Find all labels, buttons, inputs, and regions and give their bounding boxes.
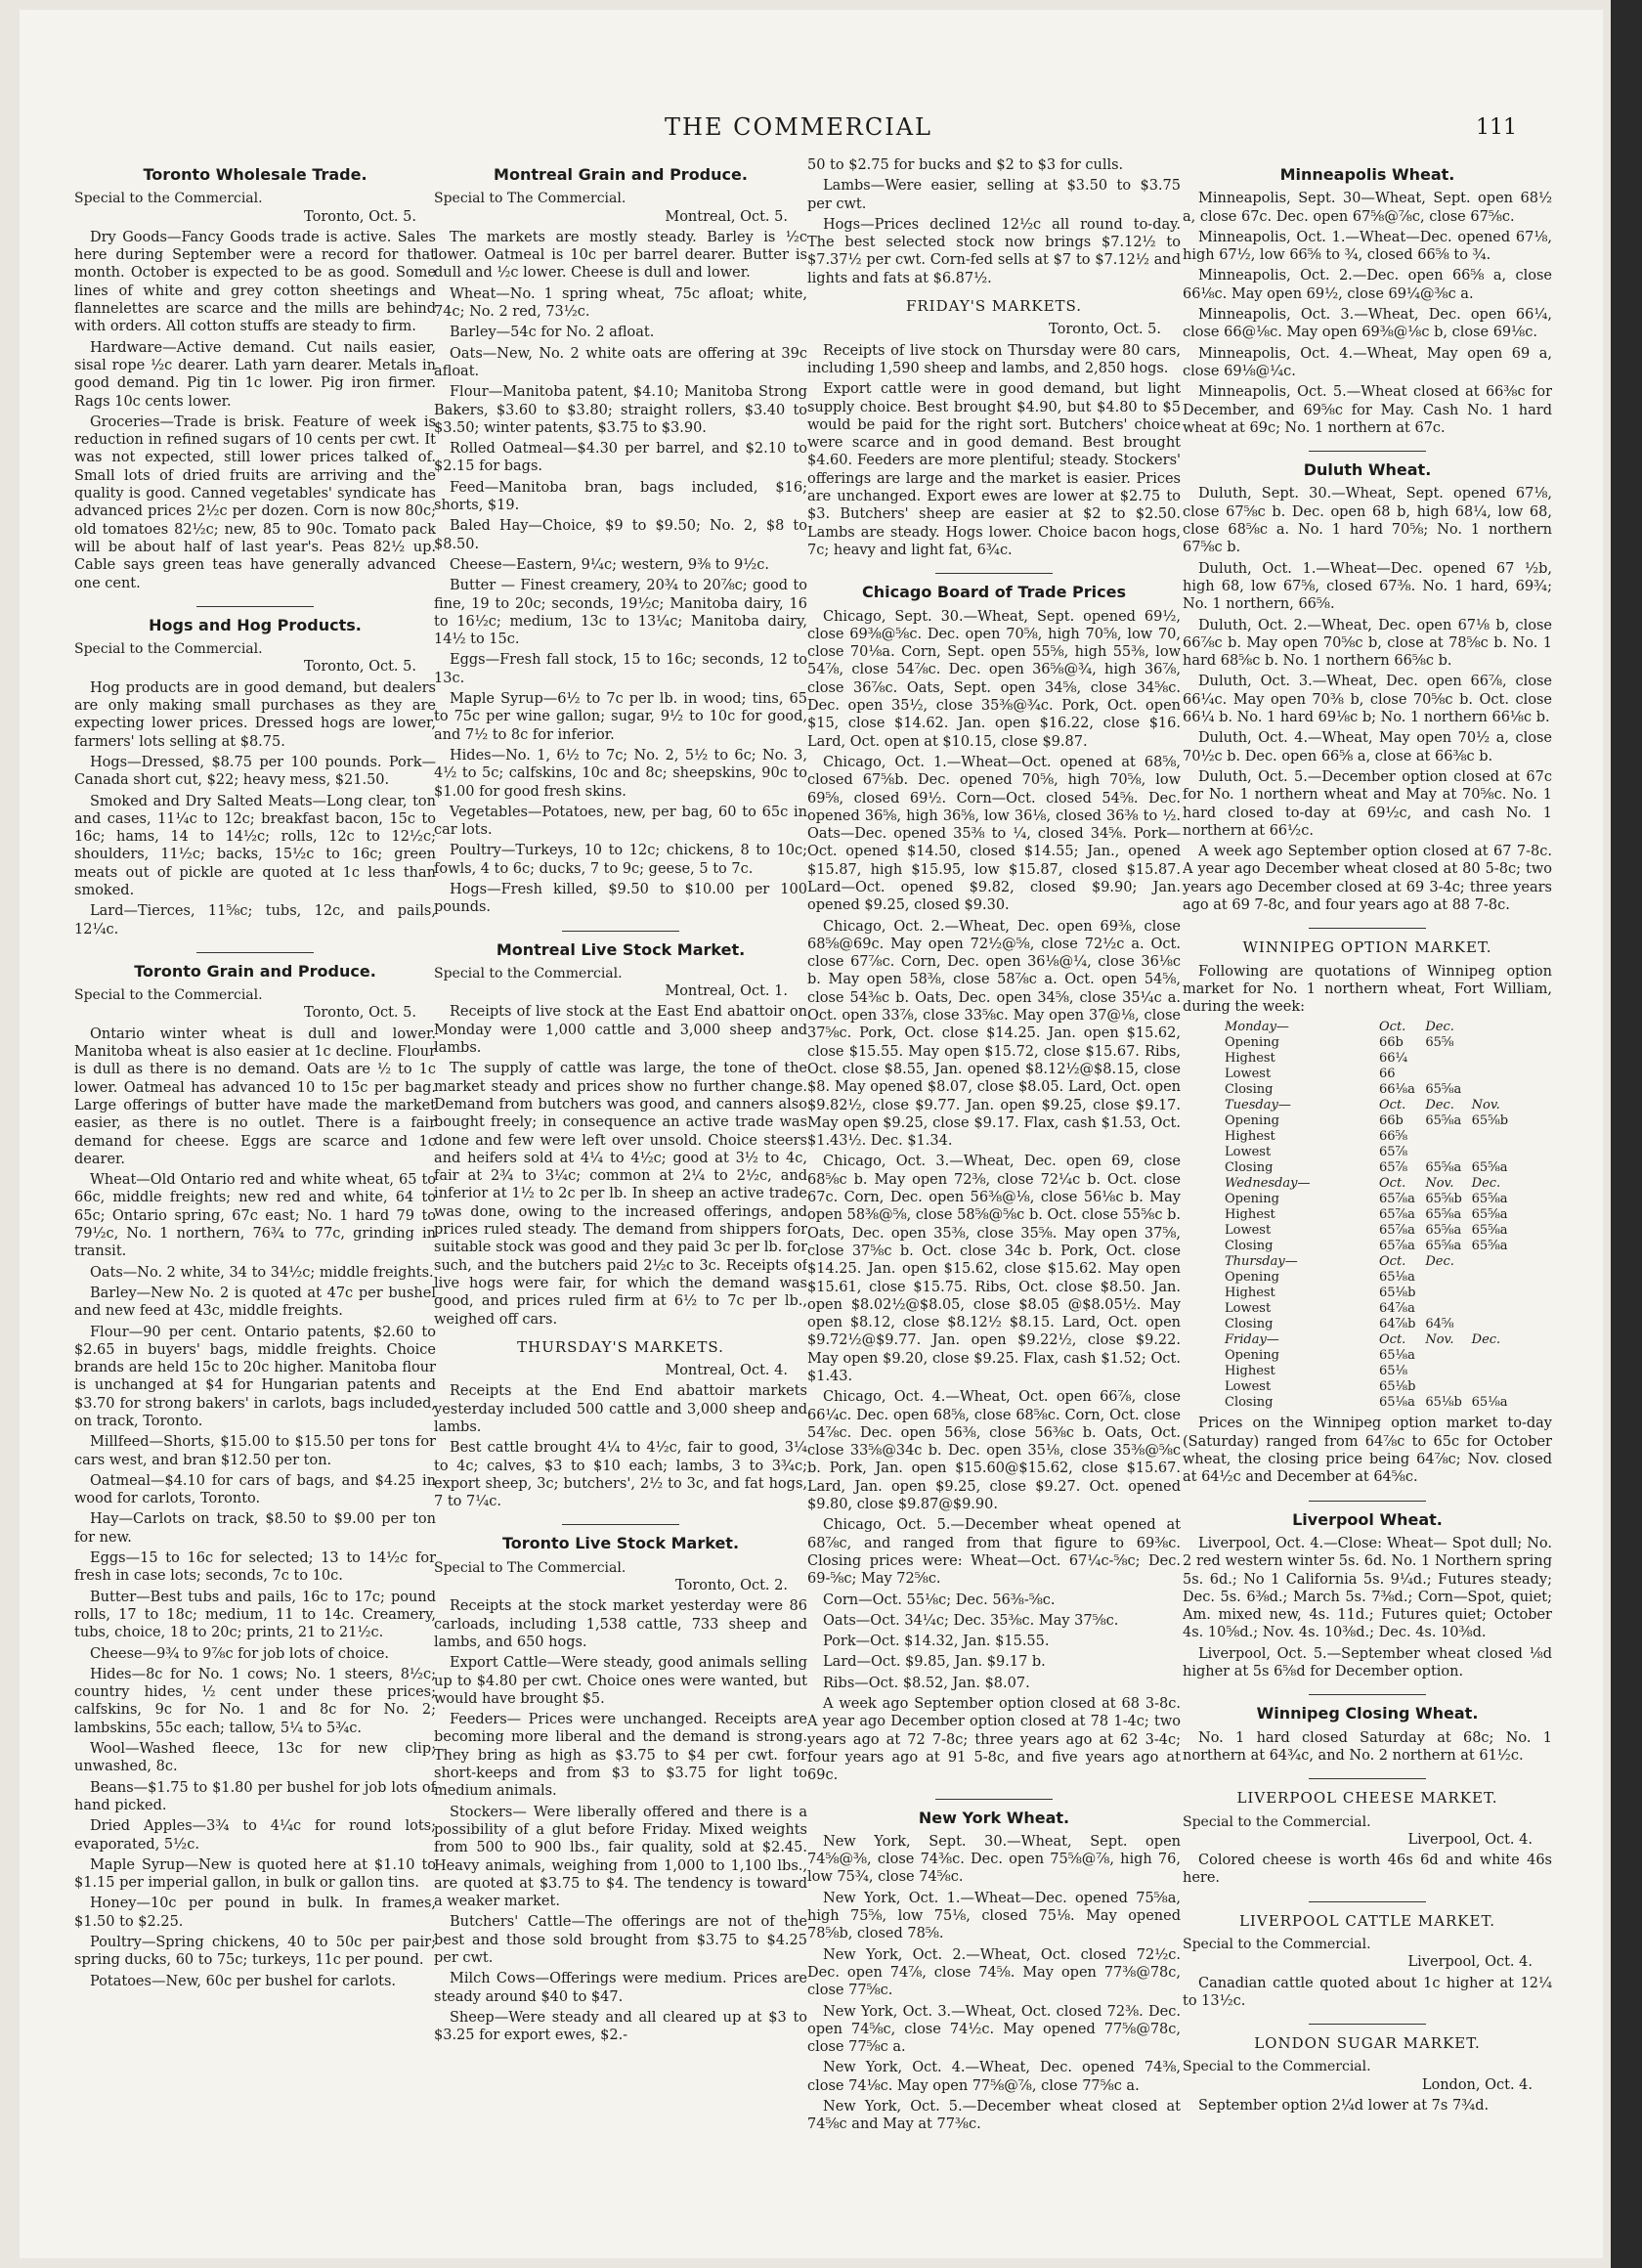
publication-title: THE COMMERCIAL bbox=[665, 113, 932, 141]
divider bbox=[1309, 2024, 1426, 2025]
article-new-york-wheat bbox=[807, 1810, 1181, 2134]
table-row: Closing 65⅞ 65⅝a 65⅝a bbox=[1225, 1160, 1508, 1176]
divider bbox=[935, 573, 1053, 574]
paragraph: Butchers' Cattle—The offerings are not of the best and those sold brought from $3.75 to $4.25 per cwt. bbox=[434, 1914, 807, 1967]
day-header-row: Wednesday— Oct. Nov. Dec. bbox=[1225, 1176, 1501, 1192]
article-title: LIVERPOOL CHEESE MARKET. bbox=[1236, 1789, 1498, 1808]
divider bbox=[1309, 928, 1426, 929]
paragraph: Minneapolis, Oct. 1.—Wheat—Dec. opened 67⅛, high 67½, low 66⅝ to ¾, closed 66⅝ to ¾. bbox=[1183, 229, 1552, 264]
masthead bbox=[20, 108, 1603, 147]
paragraph: Cheese—9¾ to 9⅞c for job lots of choice. bbox=[90, 1645, 390, 1662]
paragraph: Best cattle brought 4¼ to 4½c, fair to good, 3¼ to 4c; calves, $3 to $10 each; lambs, 3 to 3¾c; export sheep, 3c; butchers', 2½ to 3c, and fat hogs, 7 to 7¼c. bbox=[434, 1440, 807, 1510]
paragraph: Minneapolis, Oct. 3.—Wheat, Dec. open 66¼, close 66@⅛c. May open 69⅜@⅛c b, close 69⅛c. bbox=[1183, 307, 1552, 341]
table-row: Closing 65⅞a 65⅝a 65⅝a bbox=[1225, 1239, 1508, 1254]
paragraph: Chicago, Oct. 2.—Wheat, Dec. open 69⅜, close 68⅝@69c. May open 72½@⅝, close 72½c a. Oct. close 67⅞c. Corn, Dec. open 36⅛@¼, close 36⅛c b. May open 58⅜, close 58⅞c a. Oct. open 54⅝, close 54⅜c b. Oats, Dec. open 34⅝, close 35¼c a. Oct. open 33⅞, close 33⅝c. May open 37@⅛, close 37⅝c. Pork, Oct. close $14.25. Jan. open $15.62, close $15.55. May open $15.72, close $15.67. Ribs, Oct. close $8.55, Jan. opened $8.12½@$8.15, close $8. May opened $8.07, close $8.05. Lard, Oct. open $9.82½, close $9.77. Jan. open $9.25, close $9.17. May open $9.25, close $9.17. Flax, cash $1.53, Oct. $1.43½. Dec. $1.34. bbox=[807, 918, 1181, 1150]
paragraph: Butter — Finest creamery, 20¾ to 20⅞c; good to fine, 19 to 20c; seconds, 19½c; Manitoba dairy, 16 to 16½c; medium, 13c to 13¼c; Manitoba dairy, 14½ to 15c. bbox=[434, 578, 807, 648]
paragraph: Hides—8c for No. 1 cows; No. 1 steers, 8½c; country hides, ½ cent under these prices; calfskins, 9c for No. 1 and 8c for No. 2; lambskins, 55c each; tallow, 5¼ to 5¾c. bbox=[74, 1666, 436, 1736]
paragraph: Ribs—Oct. $8.52, Jan. $8.07. bbox=[823, 1675, 1030, 1691]
paragraph: New York, Oct. 2.—Wheat, Oct. closed 72½c. Dec. open 74⅞, close 74⅝. May open 77⅜@78c, close 77⅝c. bbox=[807, 1946, 1181, 1999]
paragraph: Barley—New No. 2 is quoted at 47c per bushel and new feed at 43c, middle freights. bbox=[74, 1285, 436, 1320]
table-row: Highest 65⅛ bbox=[1225, 1364, 1408, 1379]
paragraph: Export cattle were in good demand, but light supply choice. Best brought $4.90, but $4.80 to $5 would be paid for the right sort. Butchers' choice were scarce and in good demand. Best brought $4.60. Feeders are more plentiful; steady. Stockers' offerings are large and the market is easier. Prices are unchanged. Export ewes are lower at $2.75 to $3. Butchers' sheep are easier at $2 to $2.50. Lambs are steady. Hogs lower. Choice bacon hogs, 7c; heavy and light fat, 6¾c. bbox=[807, 381, 1181, 558]
table-row: Opening 65⅛a bbox=[1225, 1348, 1415, 1364]
article-liverpool-cattle bbox=[1183, 1912, 1552, 2010]
paragraph: Duluth, Oct. 3.—Wheat, Dec. open 66⅞, close 66¼c. May open 70⅜ b, close 70⅝c b. Oct. close 66¼ b. No. 1 hard 69⅛c b; No. 1 northern 66⅛c b. bbox=[1183, 674, 1552, 726]
column-1 bbox=[74, 156, 436, 2229]
paragraph: Receipts at the End End abattoir markets yesterday included 500 cattle and 3,000 sheep and lambs. bbox=[434, 1383, 807, 1435]
paragraph: Duluth, Sept. 30.—Wheat, Sept. opened 67⅛, close 67⅝c b. Dec. open 68 b, high 68¼, low 68, close 68⅝c a. No. 1 hard 70⅝; No. 1 northern 67⅝c b. bbox=[1183, 486, 1552, 556]
article-title: New York Wheat. bbox=[918, 1808, 1070, 1827]
special-line: Special to The Commercial. bbox=[434, 191, 627, 207]
dateline: Montreal, Oct. 5. bbox=[665, 208, 788, 225]
table-row: Opening 65⅞a 65⅝b 65⅝a bbox=[1225, 1192, 1508, 1207]
paragraph: Honey—10c per pound in bulk. In frames, $1.50 to $2.25. bbox=[74, 1896, 436, 1930]
divider bbox=[1309, 1901, 1426, 1902]
dateline: London, Oct. 4. bbox=[1421, 2076, 1533, 2093]
paragraph: Maple Syrup—New is quoted here at $1.10 to $1.15 per imperial gallon, in bulk or gallon tins. bbox=[74, 1856, 436, 1892]
paragraph: Lambs—Were easier, selling at $3.50 to $3.75 per cwt. bbox=[807, 178, 1181, 212]
dateline: Liverpool, Oct. 4. bbox=[1407, 1831, 1533, 1848]
dateline: Montreal, Oct. 4. bbox=[665, 1363, 788, 1379]
article-toronto-wholesale bbox=[74, 166, 436, 592]
paragraph: Oats—No. 2 white, 34 to 34½c; middle freights. bbox=[90, 1264, 434, 1281]
paragraph: Potatoes—New, 60c per bushel for carlots. bbox=[90, 1973, 397, 1989]
divider bbox=[1309, 1778, 1426, 1779]
article-hogs bbox=[74, 617, 436, 938]
paragraph: Lard—Tierces, 11⅝c; tubs, 12c, and pails, 12¼c. bbox=[74, 903, 436, 938]
article-friday-markets bbox=[807, 297, 1181, 559]
table-row: Closing 64⅞b 64⅝ bbox=[1225, 1317, 1454, 1332]
table-row: Lowest 65⅛b bbox=[1225, 1379, 1416, 1395]
paragraph: Colored cheese is worth 46s 6d and white 46s here. bbox=[1183, 1853, 1552, 1887]
paragraph: Lard—Oct. $9.85, Jan. $9.17 b. bbox=[823, 1654, 1046, 1671]
day-header-row: Thursday— Oct. Dec. bbox=[1225, 1254, 1454, 1270]
dateline: Liverpool, Oct. 4. bbox=[1407, 1954, 1533, 1971]
special-line: Special to The Commercial. bbox=[434, 1559, 627, 1576]
article-continued bbox=[807, 156, 1181, 287]
special-line: Special to the Commercial. bbox=[1183, 1937, 1371, 1952]
paragraph: Canadian cattle quoted about 1c higher at 12¼ to 13½c. bbox=[1183, 1975, 1552, 2009]
day-header-row: Monday— Oct. Dec. bbox=[1225, 1020, 1454, 1035]
paragraph: Wool—Washed fleece, 13c for new clip; unwashed, 8c. bbox=[74, 1741, 436, 1775]
paragraph: Hardware—Active demand. Cut nails easier, sisal rope ½c dearer. Lath yarn dearer. Metals in good demand. Pig tin 1c lower. Pig iron firmer. Rags 10c cents lower. bbox=[74, 339, 436, 410]
divider bbox=[1309, 451, 1426, 452]
paragraph: Cheese—Eastern, 9¼c; western, 9⅜ to 9½c. bbox=[450, 556, 769, 573]
divider bbox=[562, 931, 679, 932]
special-line: Special to the Commercial. bbox=[74, 641, 263, 658]
table-row: Lowest 66 bbox=[1225, 1067, 1396, 1082]
paragraph: Chicago, Oct. 4.—Wheat, Oct. open 66⅞, close 66¼c. Dec. open 68⅝, close 68⅝c. Corn, Oct. close 54⅞c. Dec. open 56⅜, close 56⅜c b. Oats, Oct. close 33⅝@34c b. Dec. open 35⅛, close 35⅜@⅝c b. Pork, Jan. open $15.60@$15.62, close $15.67. Lard, Jan. open $9.25, close $9.27. Oct. opened $9.80, close $9.87@$9.90. bbox=[807, 1389, 1181, 1513]
paragraph: Hogs—Dressed, $8.75 per 100 pounds. Pork—Canada short cut, $22; heavy mess, $21.50. bbox=[74, 754, 436, 789]
paragraph: Dry Goods—Fancy Goods trade is active. Sales here during September were a record for that month. October is expected to be as good. Some lines of white and grey cotton sheetings and flannelettes are scarce and the mills are behind with orders. All cotton stuffs are steady to firm. bbox=[74, 229, 436, 335]
page-number: 111 bbox=[1476, 115, 1517, 140]
article-title: WINNIPEG OPTION MARKET. bbox=[1242, 938, 1492, 957]
special-line: Special to the Commercial. bbox=[1183, 2059, 1371, 2075]
dateline: Toronto, Oct. 5. bbox=[304, 208, 416, 225]
article-title: Winnipeg Closing Wheat. bbox=[1256, 1704, 1479, 1723]
paragraph: Hog products are in good demand, but dealers are only making small purchases as they are expecting lower prices. Dressed hogs are lower, farmers' lots selling at $8.75. bbox=[74, 679, 436, 750]
table-row: Lowest 65⅞a 65⅝a 65⅝a bbox=[1225, 1223, 1508, 1239]
table-row: Closing 66⅛a 65⅝a bbox=[1225, 1082, 1462, 1098]
paragraph: Duluth, Oct. 5.—December option closed at 67c for No. 1 northern wheat and May at 70⅝c. No. 1 hard closed to-day at 69½c, and cash No. 1 northern at 66½c. bbox=[1183, 768, 1552, 839]
table-row: Opening 66b 65⅝a 65⅝b bbox=[1225, 1113, 1509, 1129]
paragraph: Butter—Best tubs and pails, 16c to 17c; pound rolls, 17 to 18c; medium, 11 to 14c. Creamery, tubs, choice, 18 to 20c; prints, 21 to 21½c. bbox=[74, 1589, 436, 1641]
paragraph: Minneapolis, Oct. 2.—Dec. open 66⅝ a, close 66⅛c. May open 69½, close 69¼@⅜c a. bbox=[1183, 268, 1552, 302]
paragraph: Maple Syrup—6½ to 7c per lb. in wood; tins, 65 to 75c per wine gallon; sugar, 9½ to 10c for good, and 7½ to 8c for inferior. bbox=[434, 691, 807, 743]
day-header-row: Friday— Oct. Nov. Dec. bbox=[1225, 1332, 1501, 1348]
paragraph: Baled Hay—Choice, $9 to $9.50; No. 2, $8 to $8.50. bbox=[434, 518, 807, 552]
article-title: Duluth Wheat. bbox=[1303, 460, 1432, 480]
article-title: Toronto Grain and Produce. bbox=[134, 961, 376, 981]
paragraph: Oatmeal—$4.10 for cars of bags, and $4.25 in wood for carlots, Toronto. bbox=[74, 1472, 436, 1507]
paragraph: The markets are mostly steady. Barley is ½c lower. Oatmeal is 10c per barrel dearer. Butter is dull and ½c lower. Cheese is dull and lower. bbox=[434, 229, 807, 282]
article-title: THURSDAY'S MARKETS. bbox=[517, 1337, 724, 1356]
paragraph: A week ago September option closed at 68 3-8c. A year ago December option closed at 78 1-4c; two years ago at 72 7-8c; three years ago at 62 3-4c; four years ago at 91 5-8c, and five years ago at 69c. bbox=[807, 1696, 1181, 1784]
paragraph: Corn—Oct. 55⅛c; Dec. 56⅜-⅝c. bbox=[823, 1592, 1056, 1608]
dateline: Toronto, Oct. 5. bbox=[304, 659, 416, 676]
paragraph: Receipts at the stock market yesterday were 86 carloads, including 1,538 cattle, 733 sheep and lambs, and 650 hogs. bbox=[434, 1598, 807, 1650]
paragraph: Liverpool, Oct. 5.—September wheat closed ⅛d higher at 5s 6⅝d for December option. bbox=[1183, 1645, 1552, 1680]
paragraph: New York, Sept. 30.—Wheat, Sept. open 74⅝@⅜, close 74⅜c. Dec. open 75⅝@⅞, high 76, low 75¾, close 74⅝c. bbox=[807, 1833, 1181, 1886]
table-row: Closing 65⅛a 65⅛b 65⅛a bbox=[1225, 1395, 1508, 1411]
paragraph: Pork—Oct. $14.32, Jan. $15.55. bbox=[823, 1634, 1050, 1650]
paragraph: Feed—Manitoba bran, bags included, $16; shorts, $19. bbox=[434, 479, 807, 514]
column-4 bbox=[1183, 156, 1552, 2229]
table-row: Opening 66b 65⅝ bbox=[1225, 1035, 1454, 1051]
paragraph: Hides—No. 1, 6½ to 7c; No. 2, 5½ to 6c; No. 3, 4½ to 5c; calfskins, 10c and 8c; sheepskins, 90c to $1.00 for good fresh skins. bbox=[434, 747, 807, 800]
paragraph: Smoked and Dry Salted Meats—Long clear, ton and cases, 11¼c to 12c; breakfast bacon, 15c to 16c; hams, 14 to 14½c; rolls, 12c to 12½c; shoulders, 11½c; backs, 15½c to 16c; green meats out of pickle are quoted at 1c less than smoked. bbox=[74, 793, 436, 898]
article-minneapolis-wheat bbox=[1183, 166, 1552, 437]
paragraph: No. 1 hard closed Saturday at 68c; No. 1 northern at 64¾c, and No. 2 northern at 61½c. bbox=[1183, 1729, 1552, 1764]
paragraph: 50 to $2.75 for bucks and $2 to $3 for culls. bbox=[807, 157, 1124, 173]
divider bbox=[1309, 1501, 1426, 1502]
paragraph: The supply of cattle was large, the tone of the market steady and prices show no further change. Demand from butchers was good, and canners also bought freely; in consequence an active trade was done and few were left over unsold. Choice steers and heifers sold at 4¼ to 4½c; good at 3½ to 4c, fair at 2¾ to 3¼c; common at 2¼ to 2½c, and inferior at 1½ to 2c per lb. In sheep an active trade was done, owing to the increased offerings, and prices ruled steady. The demand from shippers for suitable stock was good and they paid 3c per lb. for such, and the butchers paid 2½c to 3c. Receipts of live hogs were fair, for which the demand was good, and prices ruled firm at 6½ to 7c per lb., weighed off cars. bbox=[434, 1061, 807, 1328]
paragraph: Duluth, Oct. 4.—Wheat, May open 70½ a, close 70½c b. Dec. open 66⅝ a, close at 66⅜c b. bbox=[1183, 730, 1552, 764]
paragraph: Hay—Carlots on track, $8.50 to $9.00 per ton for new. bbox=[74, 1511, 436, 1546]
paragraph: Ontario winter wheat is dull and lower. Manitoba wheat is also easier at 1c decline. Flour is dull as there is no demand. Oats are ½ to 1c lower. Oatmeal has advanced 10 to 15c per bag. Large offerings of butter have made the market easier, as there is no outlet. There is a fair demand for cheese. Eggs are scarce and 1c dearer. bbox=[74, 1025, 436, 1167]
paragraph: Flour—90 per cent. Ontario patents, $2.60 to $2.65 in buyers' bags, middle freights. Choice brands are held 15c to 20c higher. Manitoba flour is unchanged at $4 for Hungarian patents and $3.70 for strong bakers' in carlots, bags included, on track, Toronto. bbox=[74, 1324, 436, 1429]
article-liverpool-cheese bbox=[1183, 1789, 1552, 1887]
article-thursday-markets bbox=[434, 1338, 807, 1511]
article-title: LIVERPOOL CATTLE MARKET. bbox=[1238, 1911, 1496, 1930]
paragraph: Oats—New, No. 2 white oats are offering at 39c afloat. bbox=[434, 345, 807, 379]
paragraph: Liverpool, Oct. 4.—Close: Wheat— Spot dull; No. 2 red western winter 5s. 6d. No. 1 Northern spring 5s. 6d.; No 1 California 5s. 9¼d.; Futures steady; Dec. 5s. 6⅜d.; March 5s. 7⅜d.; Corn—Spot, quiet; Am. mixed new, 4s. 11d.; Futures quiet; October 4s. 10⅝d.; Nov. 4s. 10⅜d.; Dec. 4s. 10⅜d. bbox=[1183, 1535, 1552, 1641]
article-title: Hogs and Hog Products. bbox=[149, 615, 362, 634]
option-table bbox=[1221, 1020, 1514, 1411]
table-row: Highest 66⅝ bbox=[1225, 1129, 1408, 1145]
dateline: Toronto, Oct. 2. bbox=[675, 1578, 788, 1594]
article-title: Montreal Live Stock Market. bbox=[496, 939, 746, 959]
article-title: Montreal Grain and Produce. bbox=[494, 165, 748, 184]
paragraph: Receipts of live stock at the East End abattoir on Monday were 1,000 cattle and 3,000 sheep and lambs. bbox=[434, 1004, 807, 1057]
divider bbox=[935, 1799, 1053, 1800]
paragraph: Flour—Manitoba patent, $4.10; Manitoba Strong Bakers, $3.60 to $3.80; straight rollers, $3.40 to $3.50; winter patents, $3.75 to $3.90. bbox=[434, 384, 807, 436]
paragraph: Feeders— Prices were unchanged. Receipts are becoming more liberal and the demand is strong. They bring as high as $3.75 to $4 per cwt. for short-keeps and from $3 to $3.75 for light to medium animals. bbox=[434, 1712, 807, 1800]
article-winnipeg-option bbox=[1183, 938, 1552, 1486]
paragraph: Hogs—Fresh killed, $9.50 to $10.00 per 100 pounds. bbox=[434, 881, 807, 916]
paragraph: Chicago, Oct. 3.—Wheat, Dec. open 69, close 68⅝c b. May open 72⅜, close 72¼c b. Oct. close 67c. Corn, Dec. open 56⅜@⅛, close 56⅛c b. May open 58⅜@⅝, close 58⅝@⅝c b. Oct. close 55⅝c b. Oats, Dec. open 35⅜, close 35⅝. May open 37⅝, close 37⅝c b. Oct. close 34c b. Pork, Oct. close $14.25. Jan. open $15.62, close $15.62. May open $15.61, close $15.75. Ribs, Oct. close $8.50. Jan. open $8.02½@$8.05, close $8.05 @$8.05½. May open $8.12, close $8.12½ $8.15. Lard, Oct. open $9.72½@$9.77. Jan. open $9.22½, close $9.22. May open $9.20, close $9.25. Flax, cash $1.52; Oct. $1.43. bbox=[807, 1154, 1181, 1384]
paragraph: New York, Oct. 4.—Wheat, Dec. opened 74⅜, close 74⅛c. May open 77⅝@⅞, close 77⅝c a. bbox=[807, 2060, 1181, 2094]
paragraph: Vegetables—Potatoes, new, per bag, 60 to 65c in car lots. bbox=[434, 804, 807, 839]
paragraph: Sheep—Were steady and all cleared up at $3 to $3.25 for export ewes, $2.- bbox=[434, 2009, 807, 2044]
special-line: Special to the Commercial. bbox=[1183, 1813, 1371, 1830]
article-title: LONDON SUGAR MARKET. bbox=[1254, 2034, 1481, 2053]
article-title: Minneapolis Wheat. bbox=[1279, 165, 1455, 184]
article-duluth-wheat bbox=[1183, 461, 1552, 914]
paragraph: Duluth, Oct. 1.—Wheat—Dec. opened 67 ½b, high 68, low 67⅝, closed 67⅜. No. 1 hard, 69¾; No. 1 northern, 66⅝. bbox=[1183, 560, 1552, 613]
paragraph: Minneapolis, Sept. 30—Wheat, Sept. open 68½ a, close 67c. Dec. open 67⅝@⅞c, close 67⅝c. bbox=[1183, 191, 1552, 225]
article-title: Chicago Board of Trade Prices bbox=[861, 583, 1126, 602]
paragraph: Eggs—Fresh fall stock, 15 to 16c; seconds, 12 to 13c. bbox=[434, 652, 807, 686]
article-title: Toronto Live Stock Market. bbox=[501, 1534, 740, 1553]
divider bbox=[196, 606, 314, 607]
paragraph: Chicago, Oct. 5.—December wheat opened at 68⅞c, and ranged from that figure to 69⅜c. Closing prices were: Wheat—Oct. 67¼c-⅝c; Dec. 69-⅝c; May 72⅝c. bbox=[807, 1517, 1181, 1588]
table-row: Lowest 64⅞a bbox=[1225, 1301, 1415, 1317]
dateline: Toronto, Oct. 5. bbox=[1049, 322, 1161, 338]
article-liverpool-wheat bbox=[1183, 1511, 1552, 1681]
table-row: Highest 65⅛b bbox=[1225, 1286, 1416, 1301]
article-title: Liverpool Wheat. bbox=[1292, 1509, 1443, 1529]
day-header-row: Tuesday— Oct. Dec. Nov. bbox=[1225, 1098, 1500, 1113]
paragraph: Prices on the Winnipeg option market to-day (Saturday) ranged from 64⅞c to 65c for October wheat, the closing price being 64⅞c; Nov. closed at 64½c and December at 64⅝c. bbox=[1183, 1416, 1552, 1486]
article-toronto-live-stock bbox=[434, 1535, 807, 2044]
paragraph: A week ago September option closed at 67 7-8c. A year ago December wheat closed at 80 5-8c; two years ago December closed at 69 3-4c; three years ago at 69 7-8c, and four years ago at 88 7-8c. bbox=[1183, 844, 1552, 913]
paragraph: Barley—54c for No. 2 afloat. bbox=[450, 325, 655, 341]
paragraph: Receipts of live stock on Thursday were 80 cars, including 1,590 sheep and lambs, and 2,850 hogs. bbox=[807, 342, 1181, 376]
special-line: Special to the Commercial. bbox=[74, 987, 263, 1004]
paragraph: Minneapolis, Oct. 5.—Wheat closed at 66⅜c for December, and 69⅝c for May. Cash No. 1 hard wheat at 69c; No. 1 northern at 67c. bbox=[1183, 384, 1552, 436]
paragraph: Hogs—Prices declined 12½c all round to-day. The best selected stock now brings $7.12½ to $7.37½ per cwt. Corn-fed sells at $7 to $7.12½ and lights and fats at $6.87½. bbox=[807, 216, 1181, 286]
special-line: Special to the Commercial. bbox=[74, 191, 263, 207]
column-2 bbox=[434, 156, 807, 2229]
paragraph: New York, Oct. 5.—December wheat closed at 74⅝c and May at 77⅜c. bbox=[807, 2098, 1181, 2133]
paragraph: Dried Apples—3¾ to 4¼c for round lots; evaporated, 5½c. bbox=[74, 1818, 436, 1853]
dateline: Montreal, Oct. 1. bbox=[665, 983, 788, 1000]
table-row: Highest 65⅞a 65⅝a 65⅝a bbox=[1225, 1207, 1508, 1223]
article-chicago-board bbox=[807, 584, 1181, 1784]
article-winnipeg-closing bbox=[1183, 1705, 1552, 1765]
paragraph: Wheat—No. 1 spring wheat, 75c afloat; white, 74c; No. 2 red, 73½c. bbox=[434, 285, 807, 321]
paragraph: Duluth, Oct. 2.—Wheat, Dec. open 67⅛ b, close 66⅞c b. May open 70⅝c b, close at 78⅝c b. No. 1 hard 68⅝c b. No. 1 northern 66⅝c b. bbox=[1183, 617, 1552, 670]
article-london-sugar bbox=[1183, 2034, 1552, 2115]
paragraph: Beans—$1.75 to $1.80 per bushel for job lots of hand picked. bbox=[74, 1779, 436, 1813]
divider bbox=[1309, 1694, 1426, 1695]
divider bbox=[196, 952, 314, 953]
newspaper-page bbox=[20, 10, 1603, 2258]
article-montreal-grain bbox=[434, 166, 807, 917]
paragraph: Rolled Oatmeal—$4.30 per barrel, and $2.10 to $2.15 for bags. bbox=[434, 441, 807, 475]
paragraph: Groceries—Trade is brisk. Feature of week is reduction in refined sugars of 10 cents per cwt. It was not expected, still lower prices talked of. Small lots of dried fruits are arriving and the quality is good. Canned vegetables' syndicate has advanced prices 2½c per dozen. Corn is now 80c; old tomatoes 82½c; new, 85 to 90c. Tomato pack will be about half of last year's. Peas 82½ up. Cable says green teas have generally advanced one cent. bbox=[74, 414, 436, 591]
paragraph: Millfeed—Shorts, $15.00 to $15.50 per tons for cars west, and bran $12.50 per ton. bbox=[74, 1434, 436, 1468]
paragraph: Stockers— Were liberally offered and there is a possibility of a glut before Friday. Mixed weights from 500 to 900 lbs., fair quality, sold at $2.45. Heavy animals, weighing from 1,000 to 1,100 lbs., are quoted at $3.75 to $4. The tendency is toward a weaker market. bbox=[434, 1804, 807, 1910]
article-toronto-grain bbox=[74, 963, 436, 1990]
table-row: Opening 65⅛a bbox=[1225, 1270, 1415, 1286]
paragraph: Eggs—15 to 16c for selected; 13 to 14½c for fresh in case lots; seconds, 7c to 10c. bbox=[74, 1550, 436, 1585]
paragraph: September option 2¼d lower at 7s 7¾d. bbox=[1198, 2098, 1490, 2115]
paragraph: Poultry—Turkeys, 10 to 12c; chickens, 8 to 10c; fowls, 4 to 6c; ducks, 7 to 9c; geese, 5 to 7c. bbox=[434, 843, 807, 877]
divider bbox=[562, 1524, 679, 1525]
paragraph: Minneapolis, Oct. 4.—Wheat, May open 69 a, close 69⅛@¼c. bbox=[1183, 345, 1552, 379]
page-edge bbox=[1611, 0, 1642, 2268]
paragraph: New York, Oct. 3.—Wheat, Oct. closed 72⅜. Dec. open 74⅝c, close 74½c. May opened 77⅝@78c, close 77⅝c a. bbox=[807, 2003, 1181, 2056]
paragraph: Poultry—Spring chickens, 40 to 50c per pair; spring ducks, 60 to 75c; turkeys, 11c per pound. bbox=[74, 1935, 436, 1969]
article-montreal-live-stock bbox=[434, 941, 807, 1329]
paragraph: Milch Cows—Offerings were medium. Prices are steady around $40 to $47. bbox=[434, 1971, 807, 2005]
paragraph: Export Cattle—Were steady, good animals selling up to $4.80 per cwt. Choice ones were wanted, but would have brought $5. bbox=[434, 1655, 807, 1707]
paragraph: Following are quotations of Winnipeg option market for No. 1 northern wheat, Fort William, during the week: bbox=[1183, 963, 1552, 1016]
paragraph: Wheat—Old Ontario red and white wheat, 65 to 66c, middle freights; new red and white, 64 to 65c; Ontario spring, 67c east; No. 1 hard 79 to 79½c, No. 1 northern, 76¾ to 77c, grinding in transit. bbox=[74, 1172, 436, 1260]
dateline: Toronto, Oct. 5. bbox=[304, 1005, 416, 1022]
column-3 bbox=[807, 156, 1181, 2229]
table-row: Lowest 65⅞ bbox=[1225, 1145, 1408, 1160]
article-title: Toronto Wholesale Trade. bbox=[143, 165, 367, 184]
table-row: Highest 66¼ bbox=[1225, 1051, 1408, 1067]
paragraph: Chicago, Oct. 1.—Wheat—Oct. opened at 68⅝, closed 67⅝b. Dec. opened 70⅝, high 70⅝, low 69⅝, closed 69½. Corn—Oct. closed 54⅝. Dec. opened 36⅝, high 36⅝, low 36⅛, closed 36⅜ to ½. Oats—Dec. opened 35⅜ to ¼, closed 34⅝. Pork—Oct. opened $14.50, closed $14.55; Jan., opened $15.87, high $15.95, low $15.87, closed $15.87. Lard—Oct. opened $9.82, closed $9.90; Jan. opened $9.25, closed $9.30. bbox=[807, 754, 1181, 914]
paragraph: New York, Oct. 1.—Wheat—Dec. opened 75⅝a, high 75⅝, low 75⅛, closed 75⅛. May opened 78⅝b, closed 78⅝. bbox=[807, 1890, 1181, 1942]
special-line: Special to the Commercial. bbox=[434, 965, 623, 981]
article-title: FRIDAY'S MARKETS. bbox=[905, 297, 1083, 316]
paragraph: Oats—Oct. 34¼c; Dec. 35⅜c. May 37⅝c. bbox=[823, 1612, 1119, 1629]
paragraph: Chicago, Sept. 30.—Wheat, Sept. opened 69½, close 69⅜@⅝c. Dec. open 70⅝, high 70⅝, low 70, close 70⅛a. Corn, Sept. open 55⅝, high 55⅜, low 54⅞, close 54⅞c. Dec. open 36⅝@¾, high 36⅞, close 36⅞c. Oats, Sept. open 34⅝, close 34⅝c. Dec. open 35½, close 35⅜@¾c. Pork, Oct. open $15, close $14.62. Jan. open $16.22, close $16. Lard, Oct. open at $10.15, close $9.87. bbox=[807, 608, 1181, 750]
